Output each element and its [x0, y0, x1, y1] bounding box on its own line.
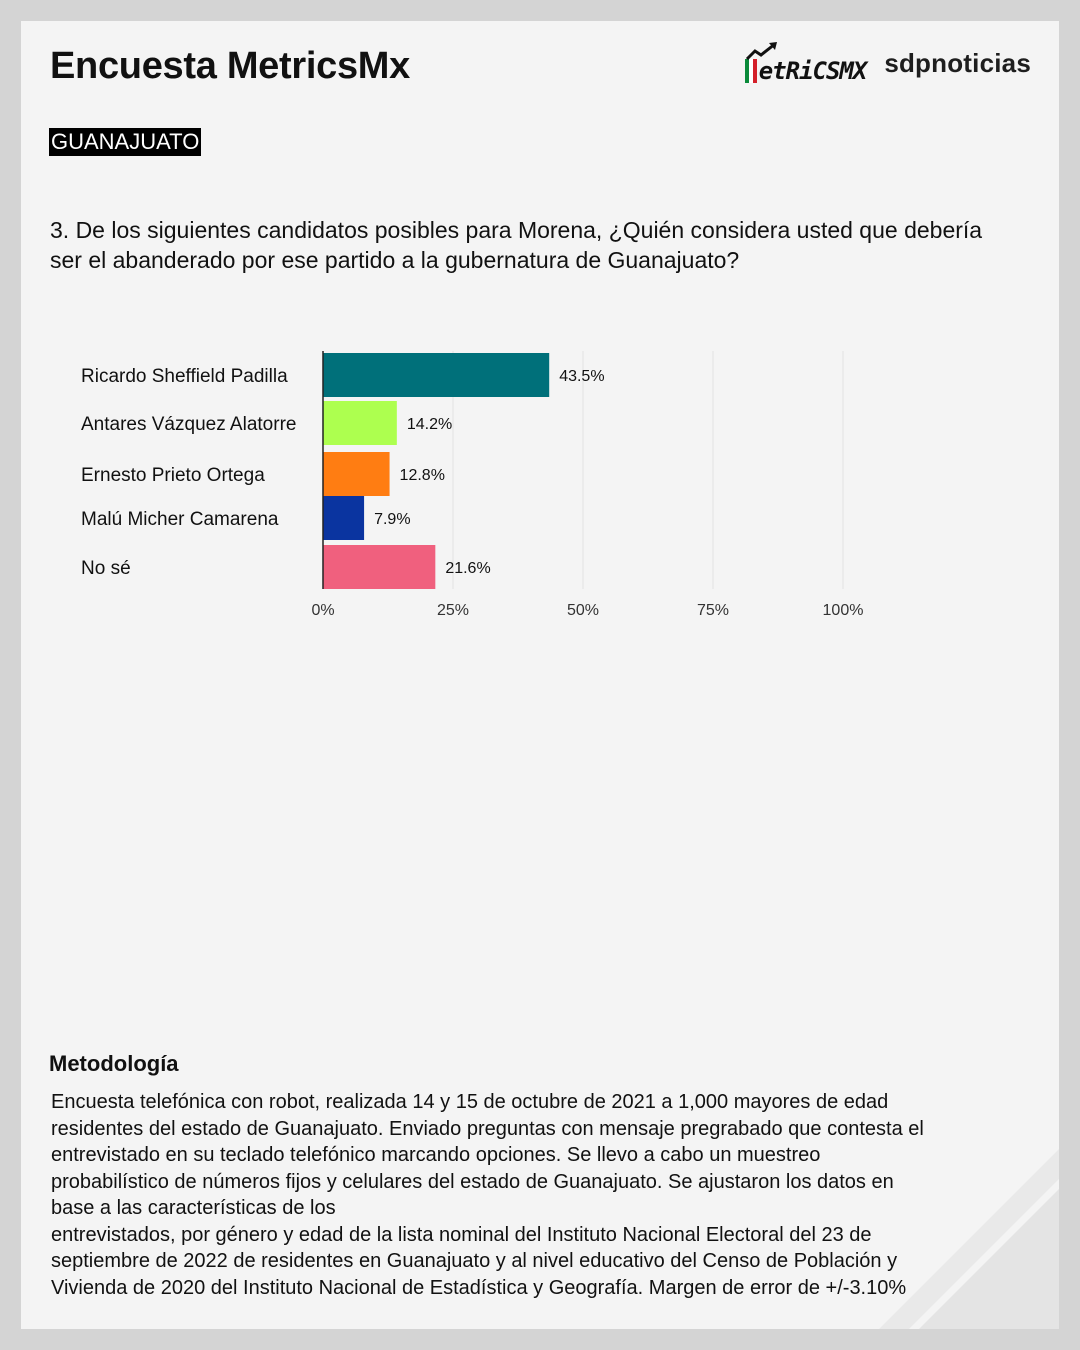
bar: [323, 353, 549, 397]
bar: [323, 452, 390, 496]
sdpnoticias-logo: sdpnoticias: [884, 47, 1031, 78]
methodology-line: entrevistado en su teclado telefónico marcando opciones. Se llevo a cabo un muestreo: [51, 1144, 821, 1166]
survey-question: 3. De los siguientes candidatos posibles para Morena, ¿Quién considera usted que debería ser el abanderado por ese partido a la gubernatura de Guanajuato?: [50, 217, 983, 273]
category-label: Ernesto Prieto Ortega: [81, 465, 265, 486]
bar: [323, 496, 364, 540]
tick-label: 50%: [566, 602, 600, 619]
methodology-line: base a las características de los: [51, 1197, 336, 1219]
value-label: 43.5%: [559, 368, 605, 385]
category-label: No sé: [81, 558, 131, 579]
methodology-line: Vivienda de 2020 del Instituto Nacional de Estadística y Geografía. Margen de error de +/-3.10%: [51, 1276, 907, 1299]
survey-card: [21, 21, 1059, 1329]
bar: [323, 401, 397, 445]
metricsmx-logo-text: etRiCSMX: [758, 57, 867, 85]
methodology-title: Metodología: [49, 1051, 179, 1076]
bar-chart: [21, 321, 1059, 621]
value-label: 7.9%: [374, 511, 411, 528]
value-label: 14.2%: [406, 416, 453, 433]
tick-label: 75%: [696, 602, 730, 619]
value-label: 12.8%: [399, 467, 445, 484]
methodology-line: probabilístico de números fijos y celulares del estado de Guanajuato. Se ajustaron los datos en: [51, 1170, 894, 1193]
state-tag: GUANAJUATO: [51, 129, 200, 154]
tick-label: 0%: [311, 602, 335, 619]
page-title: Encuesta MetricsMx: [50, 45, 410, 87]
value-label: 21.6%: [445, 560, 491, 577]
methodology-line: entrevistados, por género y edad de la lista nominal del Instituto Nacional Electoral del 23 de: [51, 1223, 872, 1246]
trend-arrow-icon: [745, 41, 779, 61]
category-label: Antares Vázquez Alatorre: [81, 414, 297, 435]
tick-label: 25%: [436, 602, 470, 619]
methodology-line: Encuesta telefónica con robot, realizada 14 y 15 de octubre de 2021 a 1,000 mayores de edad: [51, 1091, 889, 1113]
brand-logos: [745, 41, 1031, 85]
methodology-text: [51, 1089, 1031, 1301]
mexico-flag-icon: [745, 59, 757, 83]
metricsmx-logo: [745, 41, 867, 85]
category-label: Ricardo Sheffield Padilla: [81, 366, 288, 387]
category-label: Malú Micher Camarena: [81, 509, 279, 530]
methodology-line: septiembre de 2022 de residentes en Guanajuato y al nivel educativo del Censo de Población y: [51, 1250, 898, 1272]
bar: [323, 545, 435, 589]
tick-label: 100%: [822, 602, 864, 619]
methodology-line: residentes del estado de Guanajuato. Enviado preguntas con mensaje pregrabado que contesta el: [51, 1117, 924, 1140]
